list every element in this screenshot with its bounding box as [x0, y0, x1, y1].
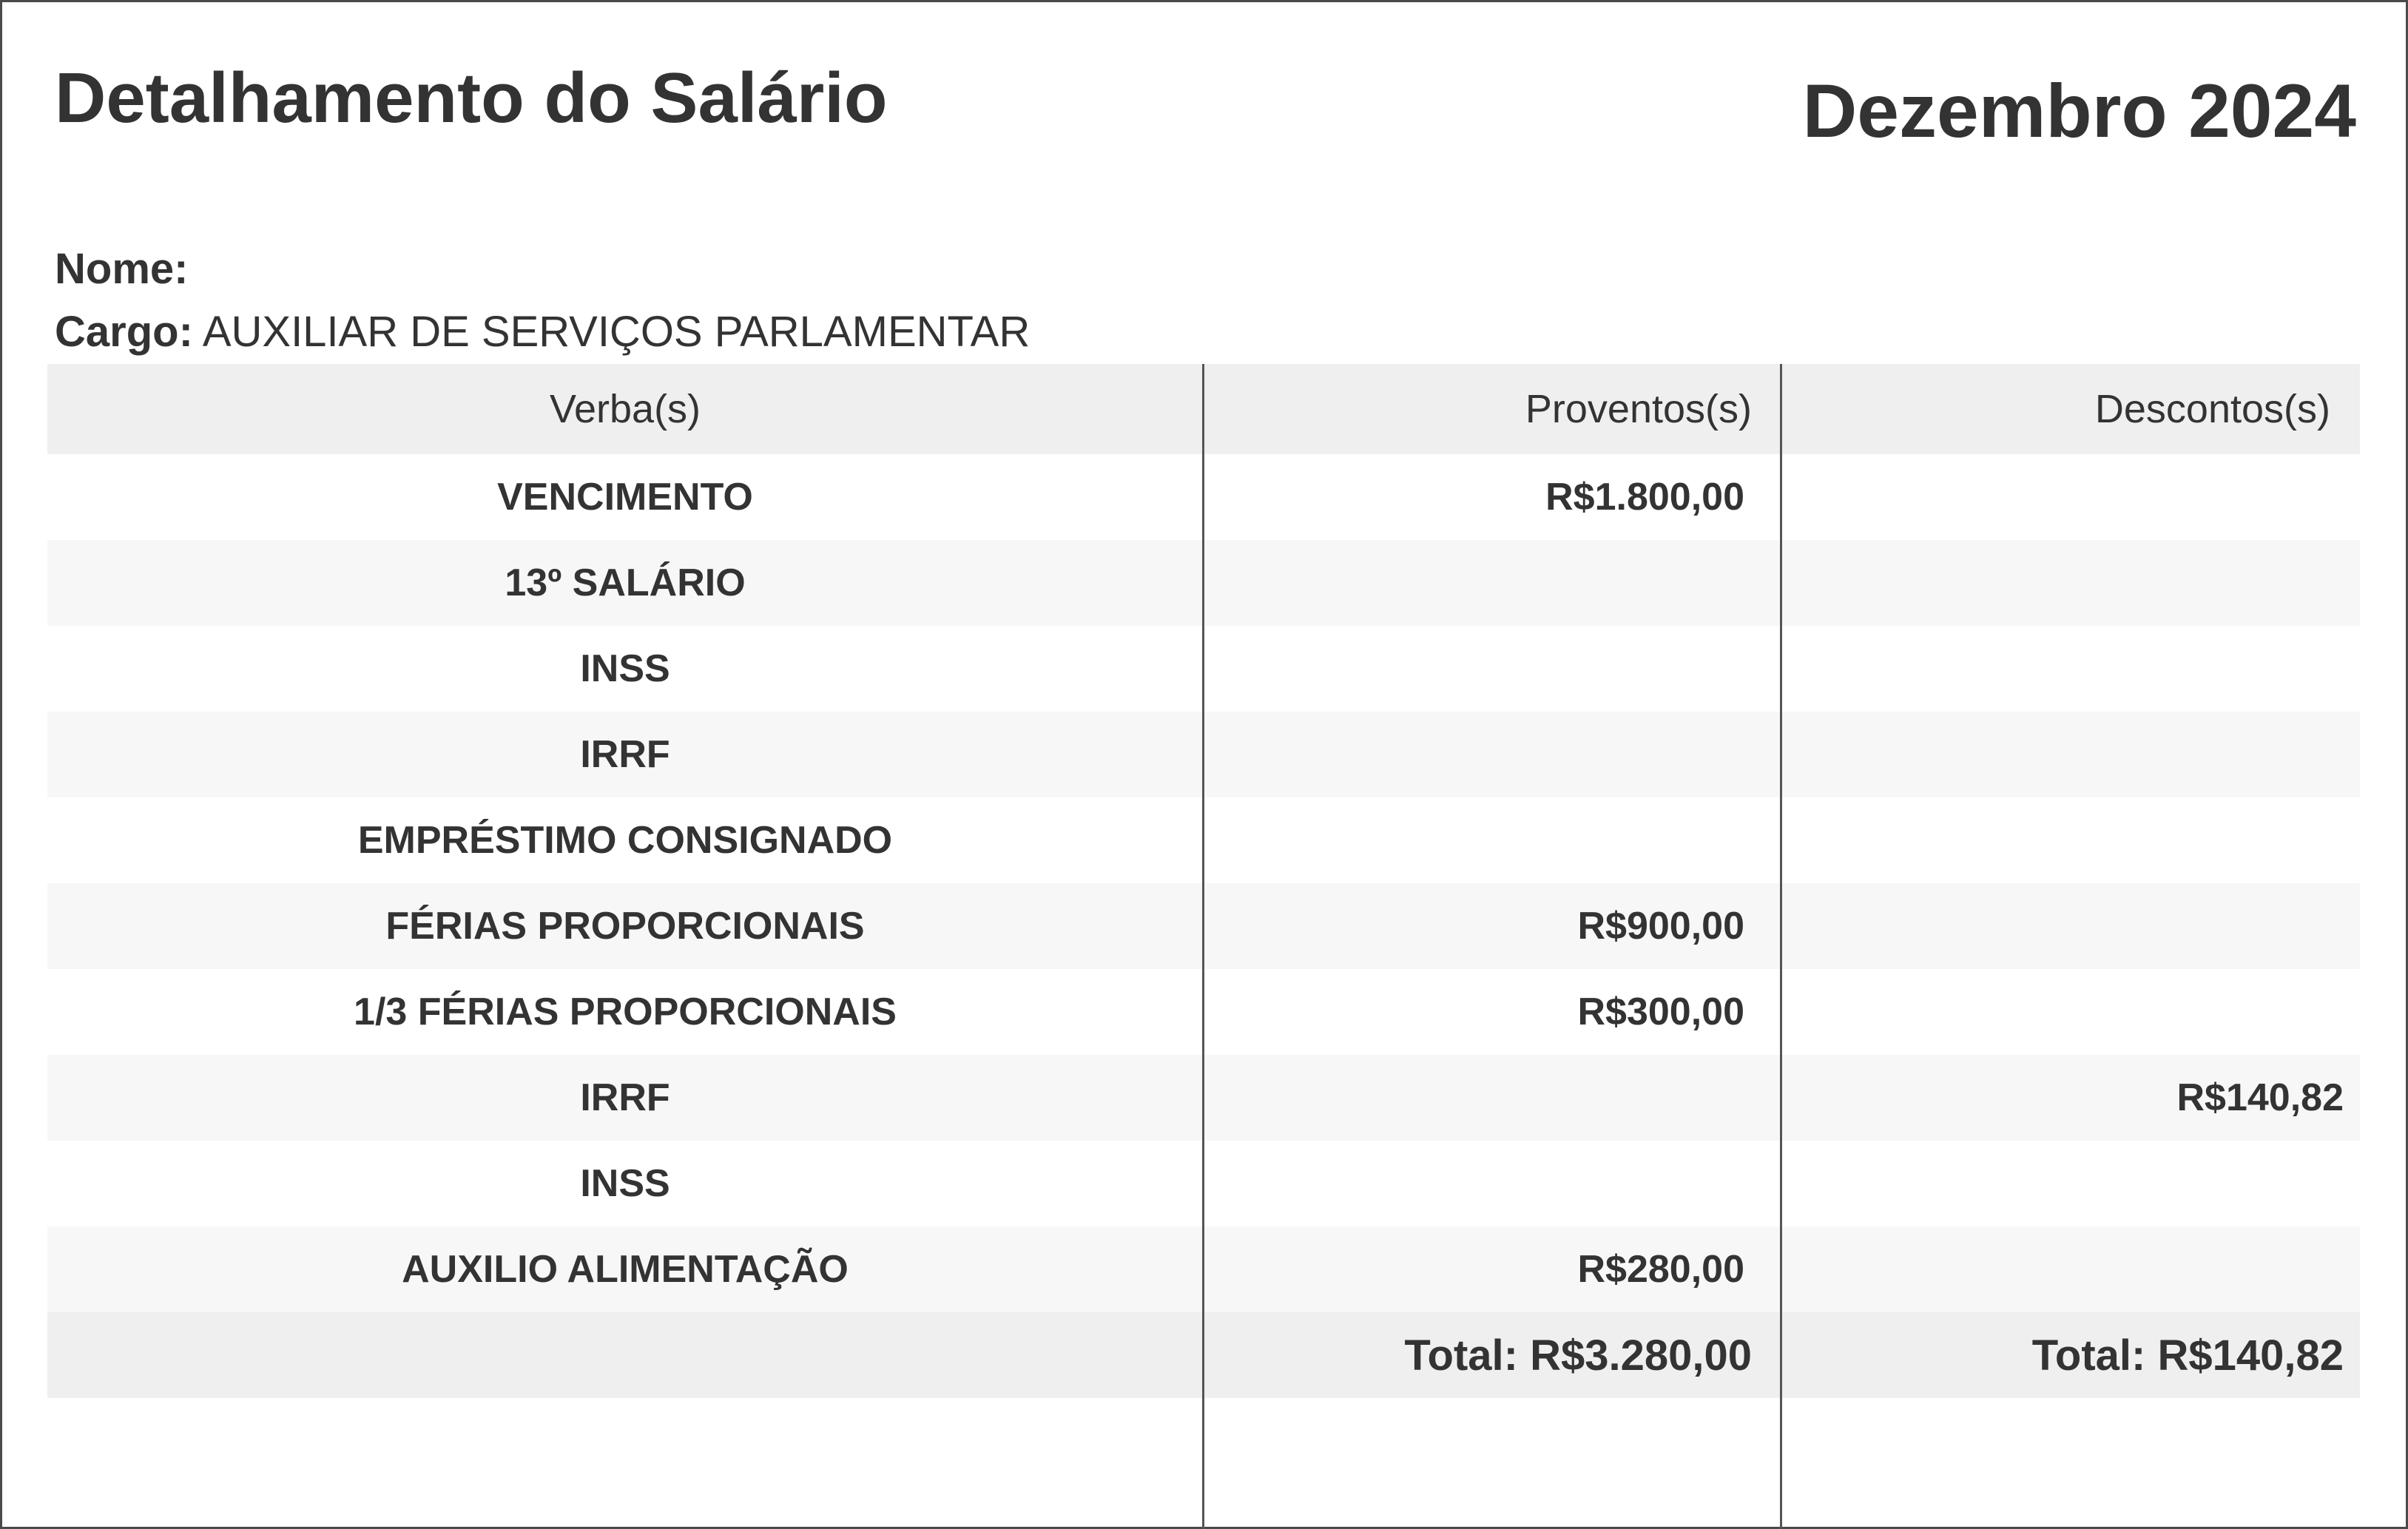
provento-cell: [1203, 1055, 1781, 1141]
provento-cell: R$280,00: [1577, 1248, 1744, 1291]
provento-cell: [1203, 1141, 1781, 1226]
page-title: Detalhamento do Salário: [55, 58, 888, 138]
provento-cell: R$1.800,00: [1545, 476, 1744, 519]
total-proventos: Total: R$3.280,00: [1404, 1331, 1752, 1380]
provento-cell: [1203, 626, 1781, 712]
verba-cell: IRRF: [580, 733, 670, 776]
column-divider: [1202, 364, 1204, 1529]
desconto-cell: [1781, 797, 2360, 883]
employee-role-line: [55, 307, 1030, 357]
provento-cell: R$900,00: [1577, 905, 1744, 948]
desconto-cell: [1781, 1141, 2360, 1226]
verba-cell: IRRF: [580, 1076, 670, 1119]
column-divider: [1780, 364, 1782, 1529]
provento-cell: [1203, 797, 1781, 883]
employee-name-line: [55, 244, 188, 294]
desconto-cell: [1781, 1226, 2360, 1312]
desconto-cell: [1781, 969, 2360, 1055]
verba-cell: 1/3 FÉRIAS PROPORCIONAIS: [354, 990, 897, 1033]
provento-cell: [1203, 712, 1781, 797]
column-header-descontos: Descontos(s): [2094, 387, 2330, 431]
cargo-label: Cargo:: [55, 308, 193, 356]
verba-cell: EMPRÉSTIMO CONSIGNADO: [357, 819, 893, 862]
verba-cell: INSS: [580, 1162, 670, 1205]
verba-cell: INSS: [580, 647, 670, 690]
desconto-cell: R$140,82: [2176, 1076, 2344, 1119]
provento-cell: [1203, 540, 1781, 626]
verba-cell: VENCIMENTO: [497, 476, 753, 519]
totals-label-cell: [47, 1312, 1203, 1398]
verba-cell: FÉRIAS PROPORCIONAIS: [385, 905, 865, 948]
verba-cell: 13º SALÁRIO: [505, 561, 746, 604]
period-label: Dezembro 2024: [1802, 69, 2356, 153]
nome-label: Nome:: [55, 245, 189, 293]
total-descontos: Total: R$140,82: [2031, 1331, 2344, 1380]
desconto-cell: [1781, 883, 2360, 969]
column-header-verba: Verba(s): [549, 387, 701, 431]
provento-cell: R$300,00: [1577, 990, 1744, 1033]
desconto-cell: [1781, 626, 2360, 712]
cargo-value: AUXILIAR DE SERVIÇOS PARLAMENTAR: [202, 308, 1031, 356]
verba-cell: AUXILIO ALIMENTAÇÃO: [402, 1248, 849, 1291]
desconto-cell: [1781, 454, 2360, 540]
column-header-proventos: Proventos(s): [1525, 387, 1752, 431]
desconto-cell: [1781, 540, 2360, 626]
desconto-cell: [1781, 712, 2360, 797]
